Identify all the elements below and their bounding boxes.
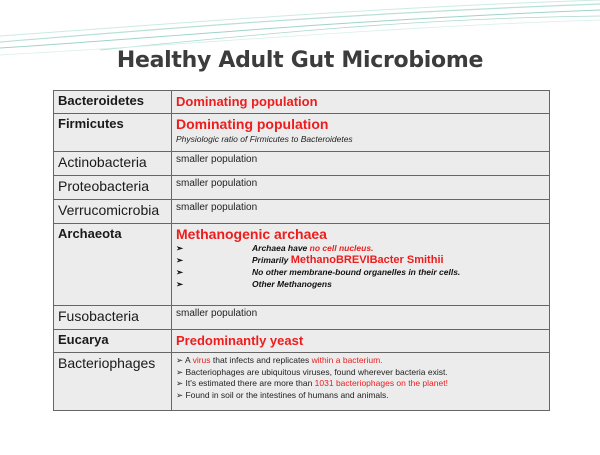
table-row: [54, 330, 550, 353]
bullet-highlight: no cell nucleus.: [309, 243, 374, 253]
bullet-highlight: within a bacterium.: [311, 355, 383, 365]
arrowhead-bullet-icon: ➢: [176, 255, 184, 265]
desc-text: Dominating population: [176, 94, 318, 109]
row-desc: [172, 330, 550, 353]
bullet-highlight: MethanoBREVIBacter Smithii: [290, 254, 444, 266]
bullet-text: No other membrane-bound organelles in their cells.: [252, 267, 461, 277]
arrowhead-bullet-icon: ➢: [176, 378, 186, 388]
bullet-text: Found in soil or the intestines of humans and animals.: [185, 389, 389, 400]
table-row: [54, 152, 550, 176]
row-name: Proteobacteria: [54, 176, 172, 200]
list-item: [176, 390, 545, 402]
table-row: [54, 224, 550, 306]
arrowhead-bullet-icon: ➢: [176, 267, 184, 277]
bullet-text: Other Methanogens: [252, 279, 332, 289]
arrowhead-bullet-icon: ➢: [176, 366, 186, 377]
arrowhead-bullet-icon: ➢: [176, 389, 186, 400]
ratio-note: Physiologic ratio of Firmicutes to Bacteroidetes: [176, 134, 353, 144]
table-row: [54, 176, 550, 200]
row-name: Bacteriophages: [54, 353, 172, 411]
row-name: Fusobacteria: [54, 306, 172, 330]
list-item: [176, 278, 545, 290]
desc-text: Dominating population: [176, 116, 329, 132]
row-name: Bacteroidetes: [54, 91, 172, 114]
bullet-text: Archaea have: [252, 243, 310, 253]
row-desc: [172, 91, 550, 114]
row-desc: smaller population: [172, 200, 550, 224]
bullet-text: that infects and replicates: [210, 355, 312, 365]
table-row: [54, 353, 550, 411]
arrowhead-bullet-icon: ➢: [176, 355, 186, 365]
row-name: Firmicutes: [54, 114, 172, 152]
row-name: Verrucomicrobia: [54, 200, 172, 224]
table-row: [54, 200, 550, 224]
list-item: [176, 367, 545, 379]
desc-text: Predominantly yeast: [176, 333, 304, 348]
row-name: Actinobacteria: [54, 152, 172, 176]
arrowhead-bullet-icon: ➢: [176, 279, 184, 289]
row-name: Eucarya: [54, 330, 172, 353]
bullet-text: It's estimated there are more than: [185, 378, 315, 388]
row-name: Archaeota: [54, 224, 172, 306]
row-desc: [172, 353, 550, 411]
list-item: [176, 378, 545, 390]
row-desc: smaller population: [172, 306, 550, 330]
bullet-highlight: virus: [192, 355, 211, 365]
list-item: [176, 266, 545, 278]
page-title: Healthy Adult Gut Microbiome: [116, 48, 484, 73]
table-row: [54, 91, 550, 114]
row-desc: [172, 114, 550, 152]
row-desc: [172, 224, 550, 306]
bullet-text: Primarily: [252, 255, 291, 265]
list-item: [176, 254, 545, 266]
microbiome-table: [53, 90, 550, 411]
bullet-text: Bacteriophages are ubiquitous viruses, found wherever bacteria exist.: [185, 366, 448, 377]
list-item: [176, 242, 545, 254]
row-desc: smaller population: [172, 176, 550, 200]
table-row: [54, 306, 550, 330]
bullet-text: A: [185, 355, 193, 365]
desc-text: Methanogenic archaea: [176, 226, 327, 242]
row-desc: smaller population: [172, 152, 550, 176]
list-item: [176, 355, 545, 367]
bullet-highlight: 1031 bacteriophages on the planet!: [314, 378, 448, 388]
table-row: [54, 114, 550, 152]
arrowhead-bullet-icon: ➢: [176, 243, 184, 253]
